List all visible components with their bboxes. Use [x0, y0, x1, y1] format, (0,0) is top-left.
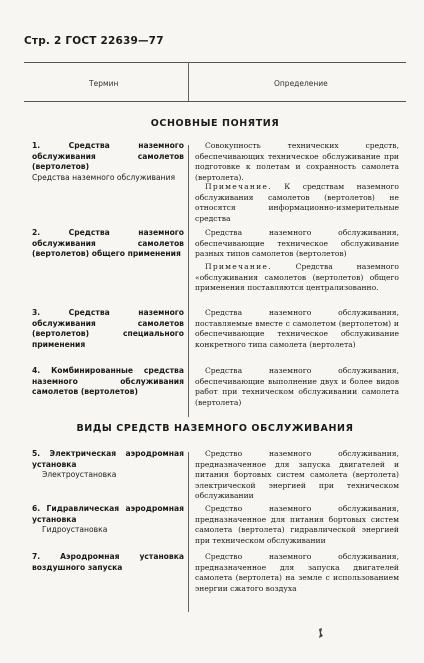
section-title-basic-concepts: ОСНОВНЫЕ ПОНЯТИЯ	[150, 118, 280, 129]
term-entry-1	[32, 141, 184, 183]
note-text: Средства наземного «обслуживания самолетов (вертолетов) общего применения поставляются централизованно.	[195, 262, 399, 292]
note-label: Примечание.	[205, 182, 272, 191]
term-entry-3	[32, 308, 184, 350]
term-text: 5. Электрическая аэродромная установка	[32, 449, 184, 469]
term-synonym: Электроустановка	[42, 470, 117, 479]
term-entry-6	[32, 504, 184, 536]
note-entry-1	[195, 182, 399, 224]
definition-entry-7: Средство наземного обслуживания, предназначенное для запуска двигателей самолета (вертолета) на земле с использованием энергии сжатого воздуха	[195, 552, 399, 593]
definition-entry-3: Средства наземного обслуживания, поставляемые вместе с самолетом (вертолетом) и обеспечивающие техническое обслуживание конкретного типа самолета (вертолета)	[195, 308, 399, 349]
definition-entry-4: Средства наземного обслуживания, обеспечивающие выполнение двух и более видов работ при техническом обслуживании самолета (вертолета)	[195, 366, 399, 407]
ink-mark-shape	[316, 627, 326, 639]
definition-entry-5: Средство наземного обслуживания, предназначенное для запуска двигателей и питания бортовых систем самолета (вертолета) электрической энергией при техническом обслуживании	[195, 449, 399, 500]
section-title-types: ВИДЫ СРЕДСТВ НАЗЕМНОГО ОБСЛУЖИВАНИЯ	[76, 423, 354, 434]
definition-entry-1: Совокупность технических средств, обеспечивающих техническое обслуживание при подготовке к полетам и сохранность самолета (вертолета).	[195, 141, 399, 182]
term-entry-2	[32, 228, 184, 260]
term-entry-7	[32, 552, 184, 573]
table-top-rule	[24, 62, 406, 63]
term-text: 6. Гидравлическая аэродромная установка	[32, 504, 184, 524]
definition-entry-6: Средство наземного обслуживания, предназначенное для питания бортовых систем самолета (вертолета) гидравлической энергией при техническом обслуживании	[195, 504, 399, 545]
page-header: Стр. 2 ГОСТ 22639—77	[24, 35, 164, 47]
table-head-rule	[24, 101, 406, 102]
term-synonym: Средства наземного обслуживания	[32, 172, 176, 182]
column-separator-body-2	[188, 452, 189, 612]
term-entry-5	[32, 449, 184, 481]
term-entry-4	[32, 366, 184, 398]
column-header-definition: Определение	[274, 79, 328, 88]
note-label: Примечание.	[205, 262, 272, 271]
term-text: 2. Средства наземного обслуживания самолетов (вертолетов) общего применения	[32, 228, 184, 258]
note-entry-2	[195, 262, 399, 294]
ink-mark-icon	[316, 627, 326, 642]
term-synonym: Гидроустановка	[42, 525, 108, 534]
term-text: 3. Средства наземного обслуживания самолетов (вертолетов) специального применения	[32, 308, 184, 349]
column-header-term: Термин	[89, 79, 119, 88]
definition-entry-2: Средства наземного обслуживания, обеспечивающие техническое обслуживание разных типов самолетов (вертолетов)	[195, 228, 399, 258]
term-text: 1. Средства наземного обслуживания самолетов (вертолетов)	[32, 141, 184, 171]
term-text: 4. Комбинированные средства наземного обслуживания самолетов (вертолетов)	[32, 366, 184, 396]
term-text: 7. Аэродромная установка воздушного запуска	[32, 552, 184, 572]
column-separator-body-1	[188, 145, 189, 417]
column-separator-head	[188, 62, 189, 101]
note-text: К средствам наземного обслуживания самолетов (вертолетов) не относятся информационно-измерительные средства	[195, 182, 399, 223]
